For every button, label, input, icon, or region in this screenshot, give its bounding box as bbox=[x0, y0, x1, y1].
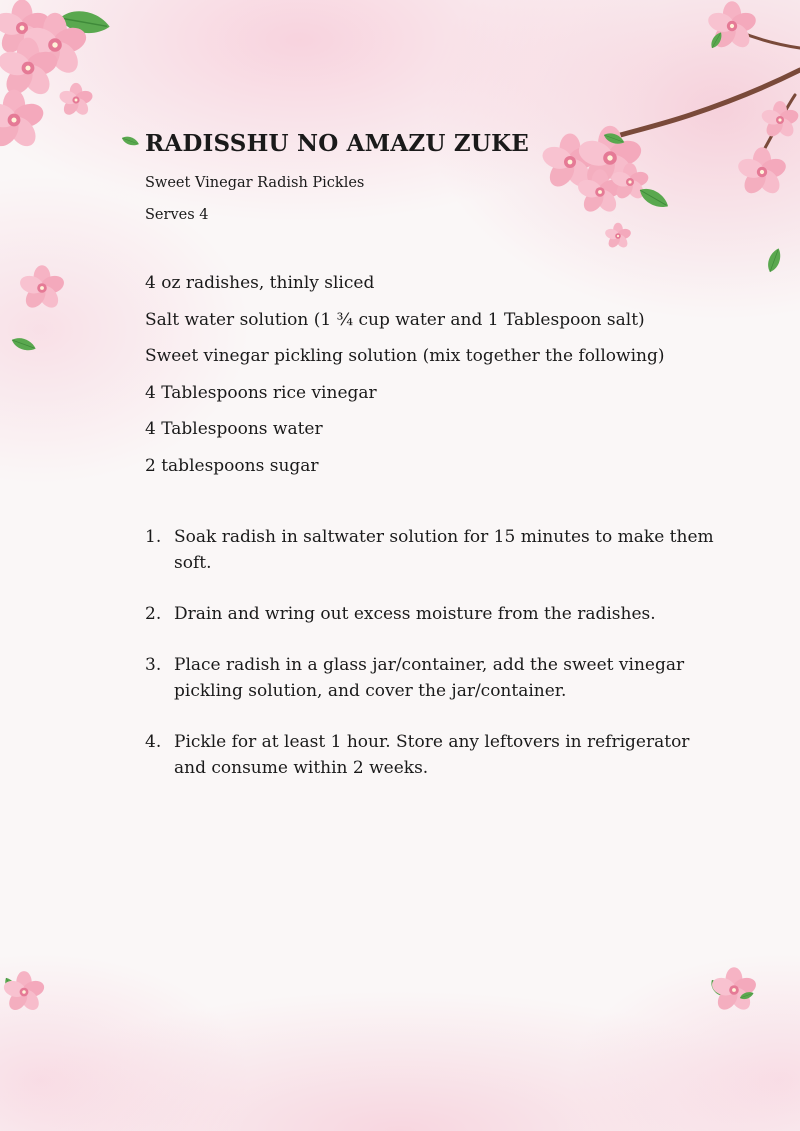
ingredient-item: 2 tablespoons sugar bbox=[145, 455, 319, 476]
instruction-steps bbox=[145, 524, 715, 806]
left-middle-blossoms bbox=[10, 265, 66, 353]
bottom-left-blossom bbox=[2, 971, 47, 1013]
recipe-subtitle: Sweet Vinegar Radish Pickles bbox=[145, 175, 365, 191]
recipe-title: RADISSHU NO AMAZU ZUKE bbox=[145, 130, 530, 157]
step-item bbox=[145, 729, 715, 781]
ingredient-item: 4 oz radishes, thinly sliced bbox=[145, 273, 375, 293]
top-right-branch bbox=[540, 1, 800, 273]
ingredient-item: Sweet vinegar pickling solution (mix together the following) bbox=[145, 346, 665, 366]
step-number: 4. bbox=[145, 732, 162, 752]
top-left-blossoms bbox=[0, 0, 140, 151]
step-item bbox=[145, 601, 715, 627]
step-number: 1. bbox=[145, 527, 162, 547]
ingredient-item: 4 Tablespoons rice vinegar bbox=[145, 382, 377, 403]
step-text: Drain and wring out excess moisture from the radishes. bbox=[174, 604, 656, 624]
ingredient-item: 4 Tablespoons water bbox=[145, 419, 323, 439]
step-number: 2. bbox=[145, 604, 162, 624]
ingredient-list bbox=[145, 270, 665, 489]
bottom-right-blossom bbox=[709, 967, 759, 1013]
step-item bbox=[145, 652, 715, 704]
step-text: Pickle for at least 1 hour. Store any leftovers in refrigerator and consume within 2 weeks. bbox=[174, 732, 690, 778]
step-text: Soak radish in saltwater solution for 15 minutes to make them soft. bbox=[174, 527, 714, 573]
step-text: Place radish in a glass jar/container, add the sweet vinegar pickling solution, and cover the jar/container. bbox=[174, 655, 685, 701]
step-number: 3. bbox=[145, 655, 162, 675]
ingredient-item: Salt water solution (1 ¾ cup water and 1 Tablespoon salt) bbox=[145, 309, 645, 330]
servings: Serves 4 bbox=[145, 207, 209, 223]
step-item bbox=[145, 524, 715, 576]
